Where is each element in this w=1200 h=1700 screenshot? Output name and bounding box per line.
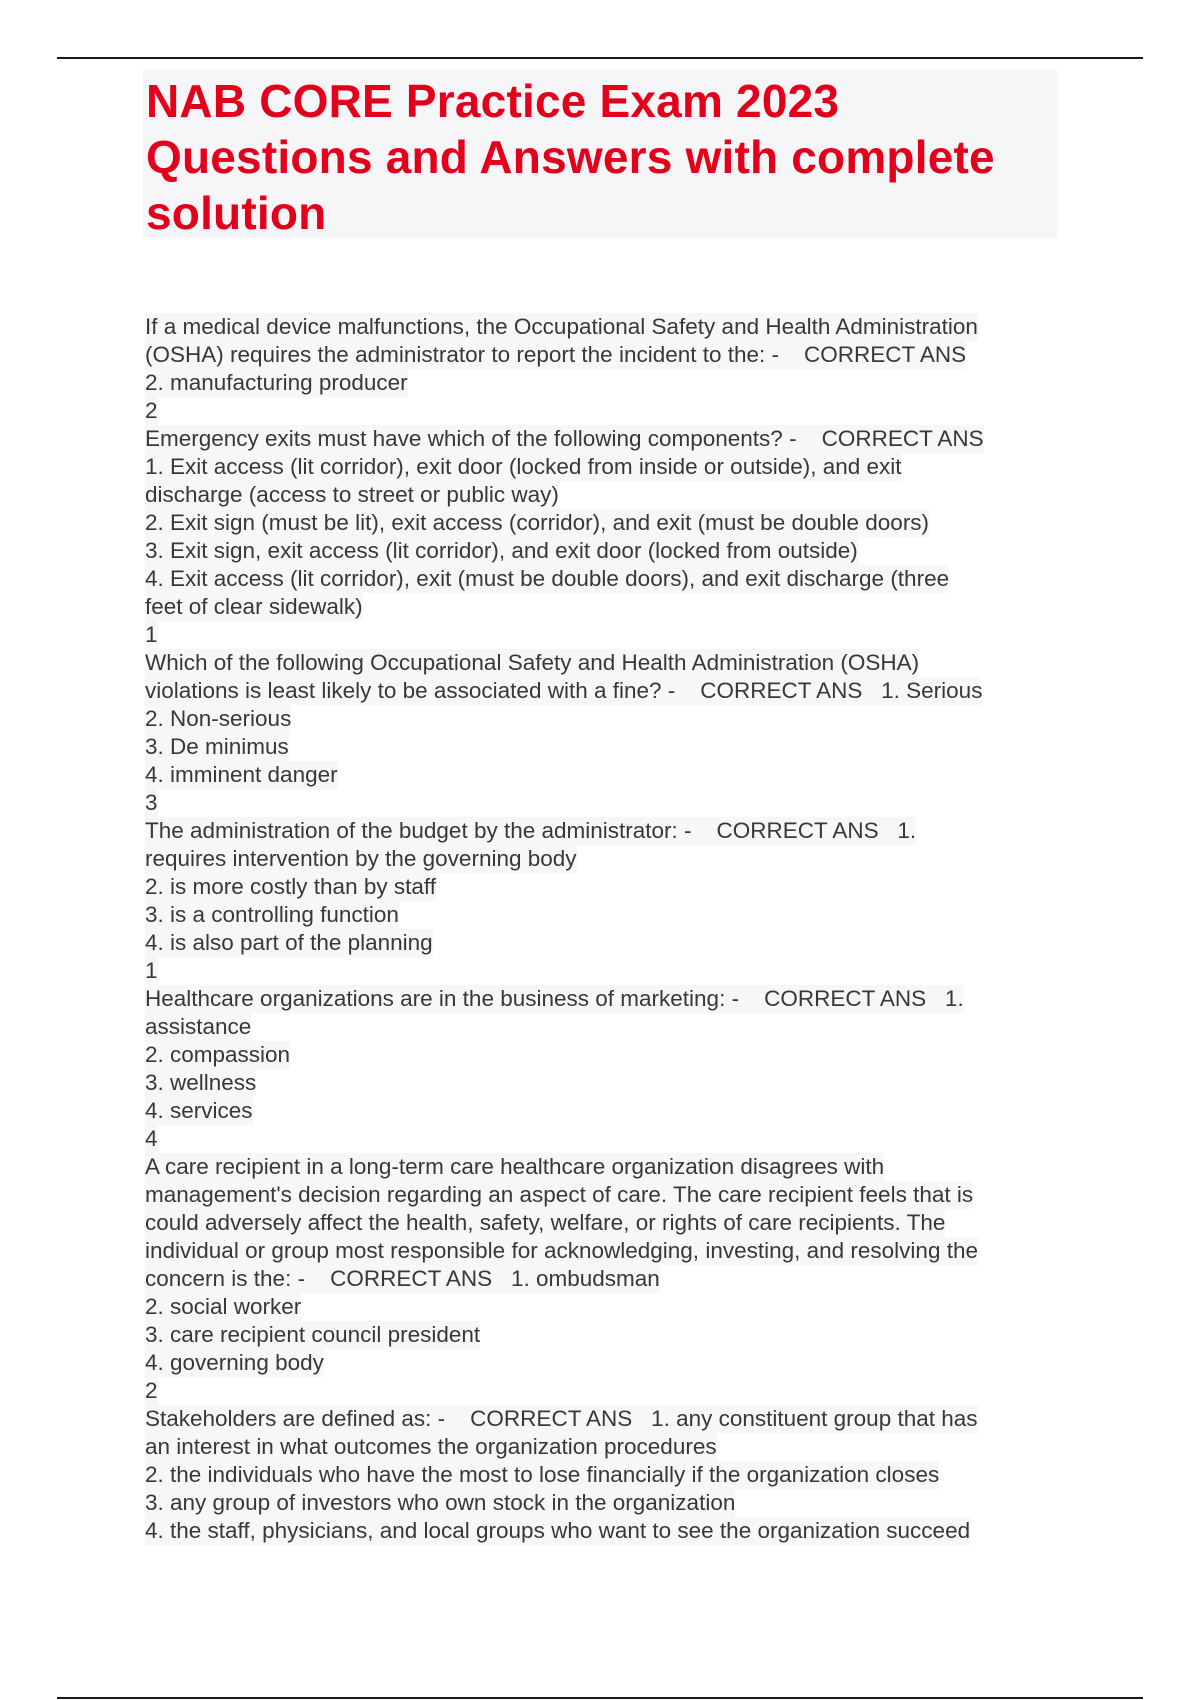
answer-option: 4. services [145,1098,253,1123]
answer-option: an interest in what outcomes the organization procedures [145,1434,717,1459]
answer-option: 1. Exit access (lit corridor), exit door (locked from inside or outside), and exit [145,454,902,479]
answer-option: feet of clear sidewalk) [145,594,363,619]
answer-option: 3. care recipient council president [145,1322,481,1347]
question-text: (OSHA) requires the administrator to report the incident to the: - CORRECT ANS [145,342,967,367]
answer-option: requires intervention by the governing body [145,846,577,871]
question-text: A care recipient in a long-term care healthcare organization disagrees with [145,1154,885,1179]
question-text: concern is the: - CORRECT ANS 1. ombudsman [145,1266,660,1291]
answer-key: 2 [145,398,158,423]
question-text: Stakeholders are defined as: - CORRECT ANS 1. any constituent group that has [145,1406,978,1431]
answer-option: 4. governing body [145,1350,324,1375]
answer-option: 2. social worker [145,1294,302,1319]
question-text: The administration of the budget by the administrator: - CORRECT ANS 1. [145,818,917,843]
document-body [145,313,1145,1545]
title-line: Questions and Answers with complete [146,131,995,183]
bottom-rule [57,1697,1143,1699]
answer-option: 4. imminent danger [145,762,338,787]
answer-option: 2. Non-serious [145,706,292,731]
answer-option: 4. the staff, physicians, and local groups who want to see the organization succeed [145,1518,971,1543]
answer-option: 4. Exit access (lit corridor), exit (must be double doors), and exit discharge (three [145,566,950,591]
answer-option: 3. any group of investors who own stock in the organization [145,1490,736,1515]
document-title [143,70,1058,241]
question-text: management's decision regarding an aspect of care. The care recipient feels that is [145,1182,974,1207]
answer-key: 1 [145,958,158,983]
answer-key: 3 [145,790,158,815]
answer-option: 3. Exit sign, exit access (lit corridor), and exit door (locked from outside) [145,538,858,563]
answer-option: discharge (access to street or public way) [145,482,559,507]
title-line: solution [146,187,327,239]
answer-option: 2. is more costly than by staff [145,874,436,899]
top-rule [57,57,1143,59]
answer-option: 2. the individuals who have the most to lose financially if the organization closes [145,1462,940,1487]
title-line: NAB CORE Practice Exam 2023 [146,75,840,127]
question-text: If a medical device malfunctions, the Occupational Safety and Health Administration [145,314,978,339]
question-text: violations is least likely to be associated with a fine? - CORRECT ANS 1. Serious [145,678,983,703]
question-text: could adversely affect the health, safety, welfare, or rights of care recipients. The [145,1210,946,1235]
question-text: Which of the following Occupational Safety and Health Administration (OSHA) [145,650,920,675]
question-text: Emergency exits must have which of the following components? - CORRECT ANS [145,426,984,451]
answer-option: 3. is a controlling function [145,902,399,927]
answer-option: 2. manufacturing producer [145,370,408,395]
answer-option: 3. De minimus [145,734,289,759]
answer-option: 4. is also part of the planning [145,930,433,955]
answer-key: 1 [145,622,158,647]
answer-option: 3. wellness [145,1070,257,1095]
title-block [143,70,1058,238]
answer-option: 2. compassion [145,1042,291,1067]
question-text: individual or group most responsible for acknowledging, investing, and resolving the [145,1238,978,1263]
answer-key: 2 [145,1378,158,1403]
question-text: Healthcare organizations are in the business of marketing: - CORRECT ANS 1. [145,986,964,1011]
answer-key: 4 [145,1126,158,1151]
answer-option: assistance [145,1014,252,1039]
answer-option: 2. Exit sign (must be lit), exit access (corridor), and exit (must be double doors) [145,510,930,535]
